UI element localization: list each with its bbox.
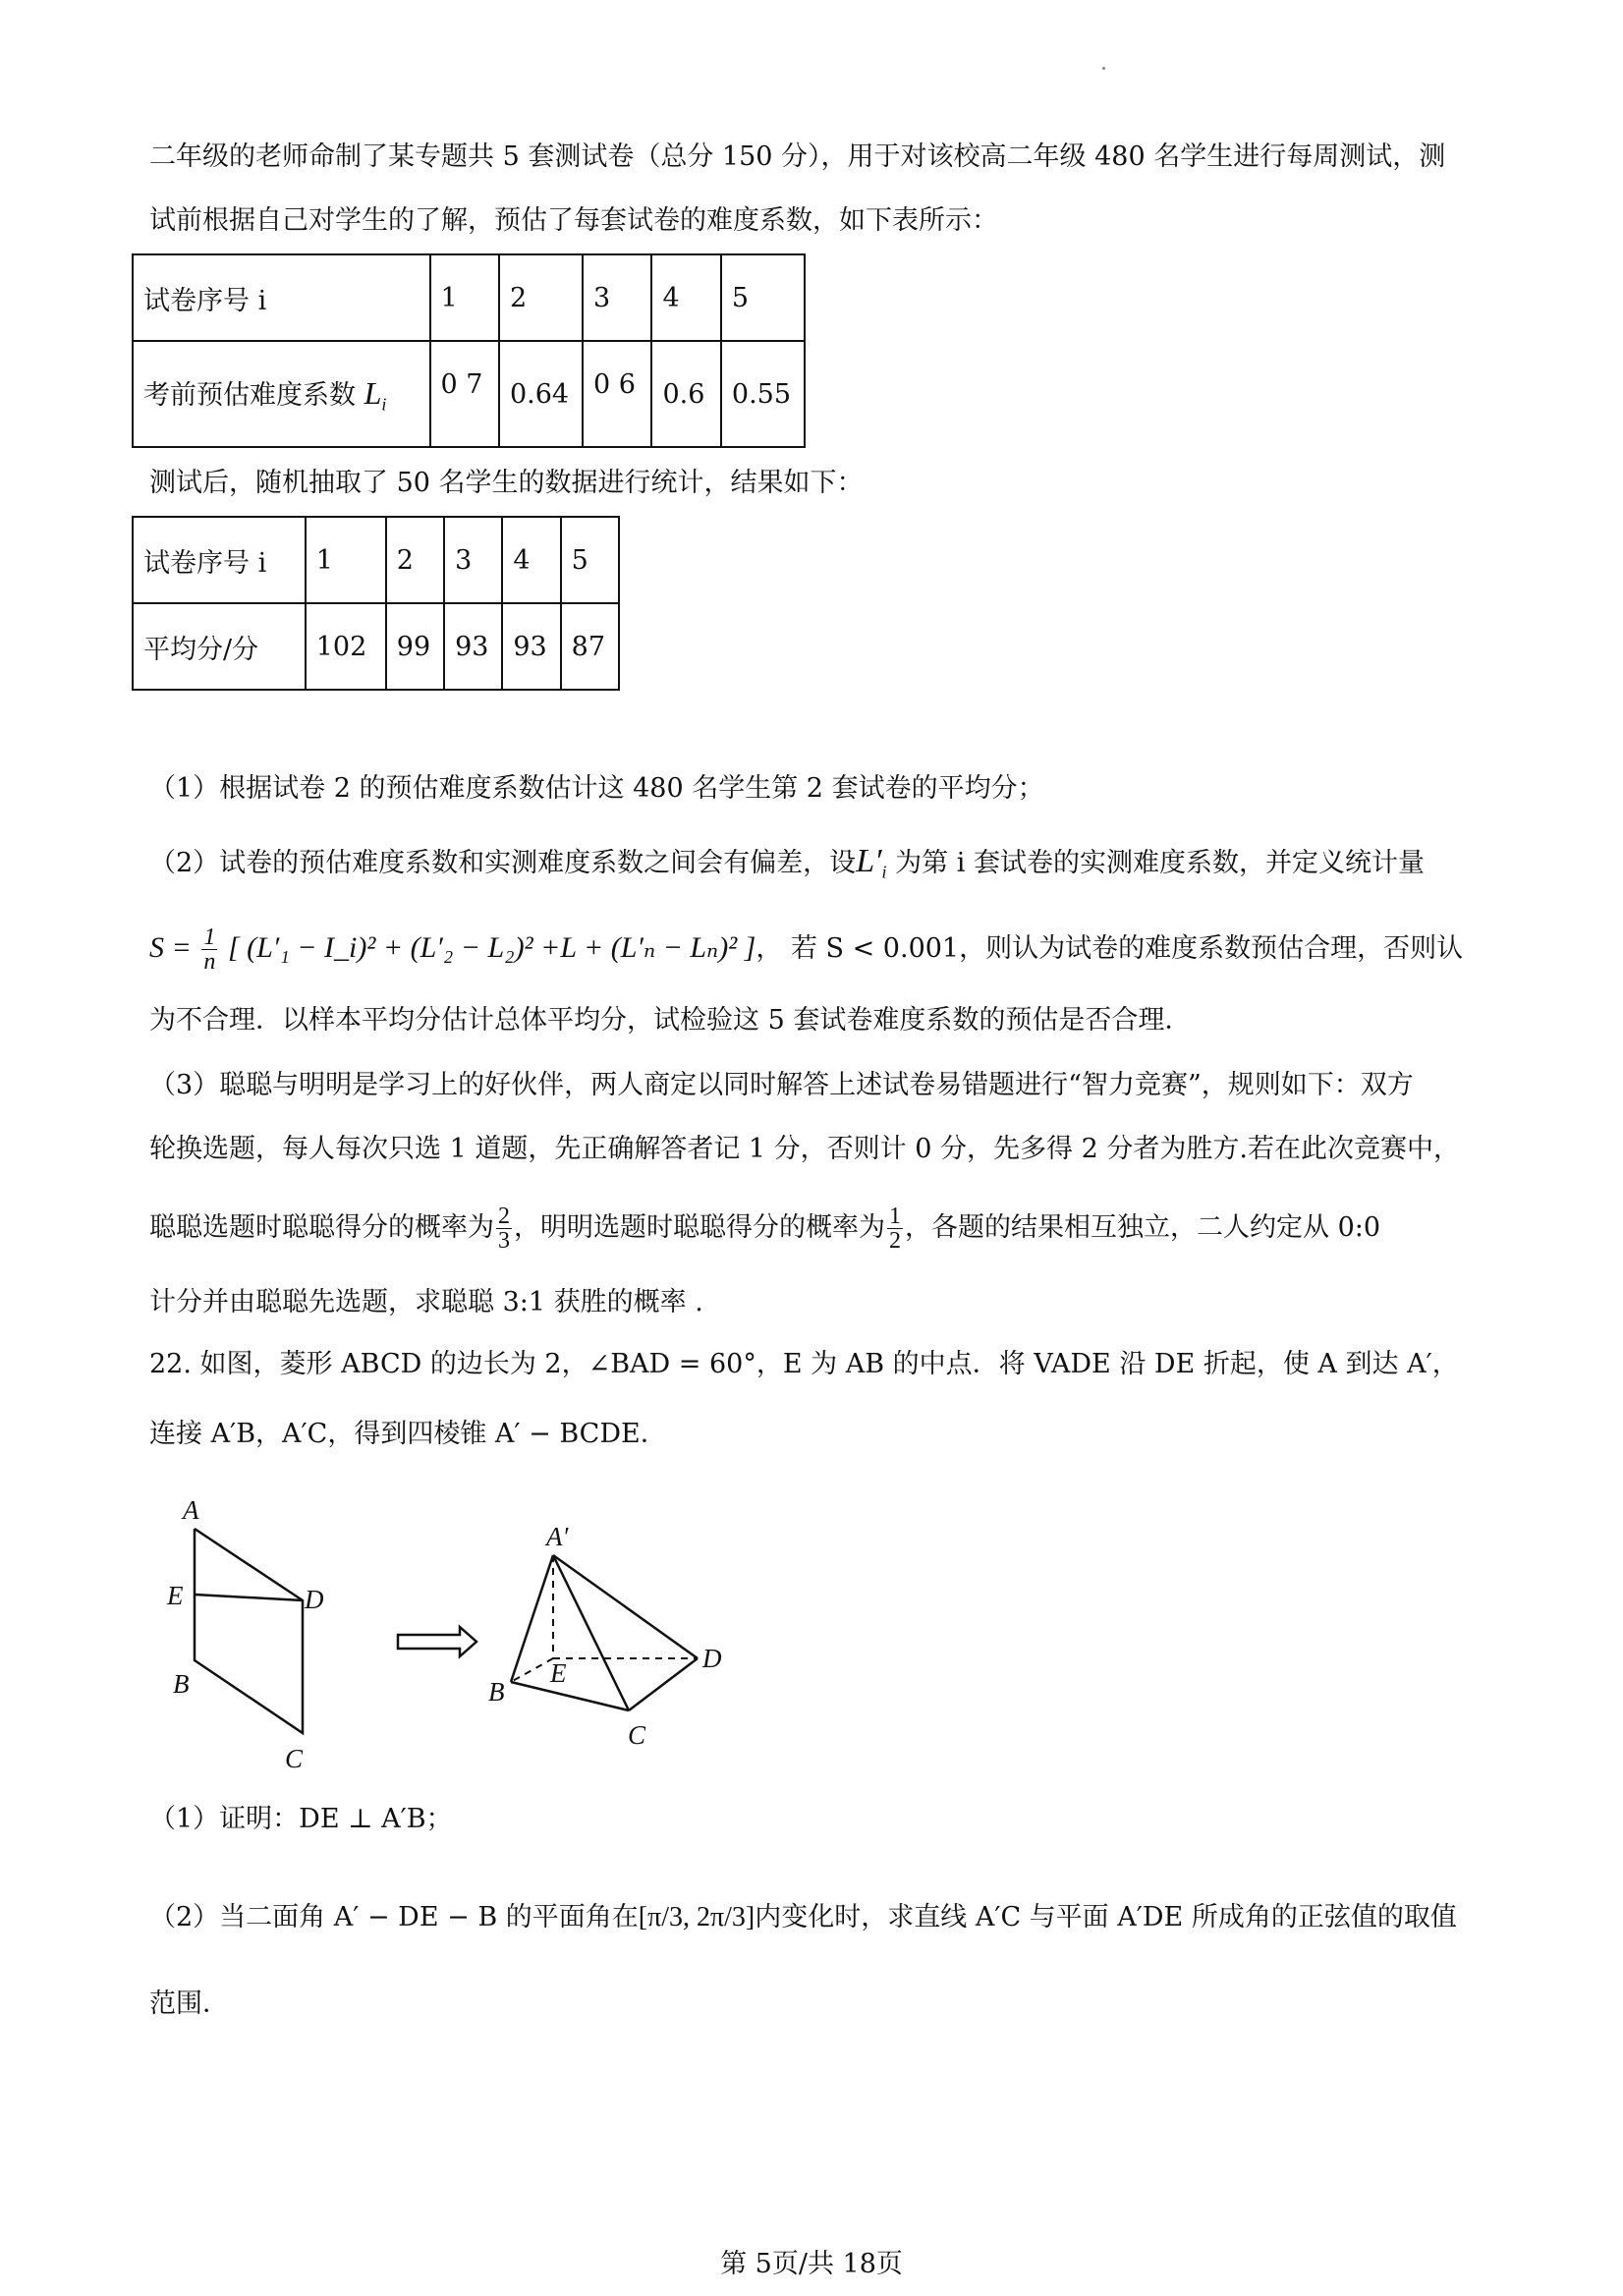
rhombus-diagram — [166, 1495, 324, 1773]
rhombus-fold-figure — [147, 1484, 756, 1778]
pyramid-diagram — [488, 1522, 722, 1750]
q22-sub2-line1: （2）当二面角 A′ − DE − B 的平面角在[π/3, 2π/3]内变化时，求直线 A′C 与平面 A′DE 所成角的正弦值的取值 — [149, 1902, 1457, 1932]
table2-cell: 1 — [306, 517, 386, 603]
q21-part2-line1: （2）试卷的预估难度系数和实测难度系数之间会有偏差，设$L'_i$ 为第 i 套试卷的实测难度系数，并定义统计量 — [149, 843, 1425, 882]
label-C: C — [285, 1744, 304, 1773]
table1-header: 试卷序号 i — [133, 254, 430, 341]
label-E: E — [167, 1581, 184, 1610]
q22-sub1: （1）证明：DE ⊥ A′B； — [149, 1804, 453, 1834]
q21-formula-line: S = $\frac{1}{n}$ [ (L′₁ − I_i)² + (L′₂ − L₂)² +L + (L′ₙ − Lₙ)² ]， 若 S < 0.001，则认为试卷的难度系数预估合理，否则认 — [149, 924, 1464, 975]
table2-cell: 4 — [502, 517, 560, 603]
q21-part3-line4: 计分并由聪聪先选题，求聪聪 3:1 获胜的概率 . — [149, 1287, 703, 1317]
q22-stem-line2: 连接 A′B，A′C，得到四棱锥 A′ − BCDE． — [149, 1419, 667, 1449]
label-D2: D — [702, 1644, 722, 1673]
q21-part3-line2: 轮换选题，每人每次只选 1 道题，先正确解答者记 1 分，否则计 0 分，先多得 2 分者为胜方.若在此次竞赛中， — [149, 1134, 1460, 1164]
table2-header: 试卷序号 i — [133, 517, 306, 603]
intro-line-2: 试前根据自己对学生的了解，预估了每套试卷的难度系数，如下表所示： — [149, 205, 998, 236]
difficulty-table — [132, 253, 806, 448]
table1-cell: 0.55 — [721, 341, 805, 447]
average-score-table — [132, 516, 620, 691]
table1-row-label: 考前预估难度系数 $L_i$ — [133, 341, 430, 447]
page-footer: 第 5页/共 18页 — [720, 2249, 903, 2279]
table1-cell: 5 — [721, 254, 805, 341]
label-E2: E — [550, 1658, 567, 1688]
label-A-prime: A′ — [546, 1522, 569, 1551]
arrow-icon — [398, 1627, 476, 1656]
q21-part3-line3: 聪聪选题时聪聪得分的概率为 $\frac{2}{3}$ ，明明选题时聪聪得分的概率为 $\frac{1}{2}$ ，各题的结果相互独立，二人约定从 0:0 — [149, 1204, 1381, 1254]
table1-cell: 0 6 — [583, 341, 651, 447]
table1-cell: 2 — [499, 254, 583, 341]
intro-line-1: 二年级的老师命制了某专题共 5 套测试卷（总分 150 分），用于对该校高二年级 480 名学生进行每周测试，测 — [149, 141, 1446, 172]
label-B: B — [173, 1669, 190, 1699]
table2-cell: 99 — [386, 603, 444, 690]
table2-cell: 3 — [444, 517, 502, 603]
q21-part2-line3: 为不合理．以样本平均分估计总体平均分，试检验这 5 套试卷难度系数的预估是否合理． — [149, 1005, 1192, 1036]
table2-row-label: 平均分/分 — [133, 603, 306, 690]
label-B2: B — [488, 1677, 505, 1707]
table2-cell: 93 — [444, 603, 502, 690]
q22-sub2-line2: 范围． — [149, 1988, 229, 2019]
table2-cell: 5 — [561, 517, 619, 603]
speck — [1102, 67, 1105, 70]
q21-part1: （1）根据试卷 2 的预估难度系数估计这 480 名学生第 2 套试卷的平均分； — [149, 773, 1044, 804]
table2-cell: 2 — [386, 517, 444, 603]
label-D: D — [305, 1585, 324, 1614]
table2-cell: 93 — [502, 603, 560, 690]
table1-cell: 4 — [651, 254, 720, 341]
table1-cell: 3 — [583, 254, 651, 341]
table1-cell: 0.6 — [651, 341, 720, 447]
label-A: A — [183, 1495, 199, 1525]
q21-part3-line1: （3）聪聪与明明是学习上的好伙伴，两人商定以同时解答上述试卷易错题进行“智力竞赛”，规则如下：双方 — [149, 1070, 1414, 1100]
q22-stem-line1: 22. 如图，菱形 ABCD 的边长为 2，∠BAD = 60°，E 为 AB 的中点．将 VADE 沿 DE 折起，使 A 到达 A′， — [149, 1349, 1459, 1379]
table1-cell: 0 7 — [430, 341, 499, 447]
table1-cell: 1 — [430, 254, 499, 341]
label-C2: C — [628, 1720, 646, 1750]
after-test-line: 测试后，随机抽取了 50 名学生的数据进行统计，结果如下： — [149, 468, 864, 498]
table2-cell: 87 — [561, 603, 619, 690]
table2-cell: 102 — [306, 603, 386, 690]
table1-cell: 0.64 — [499, 341, 583, 447]
